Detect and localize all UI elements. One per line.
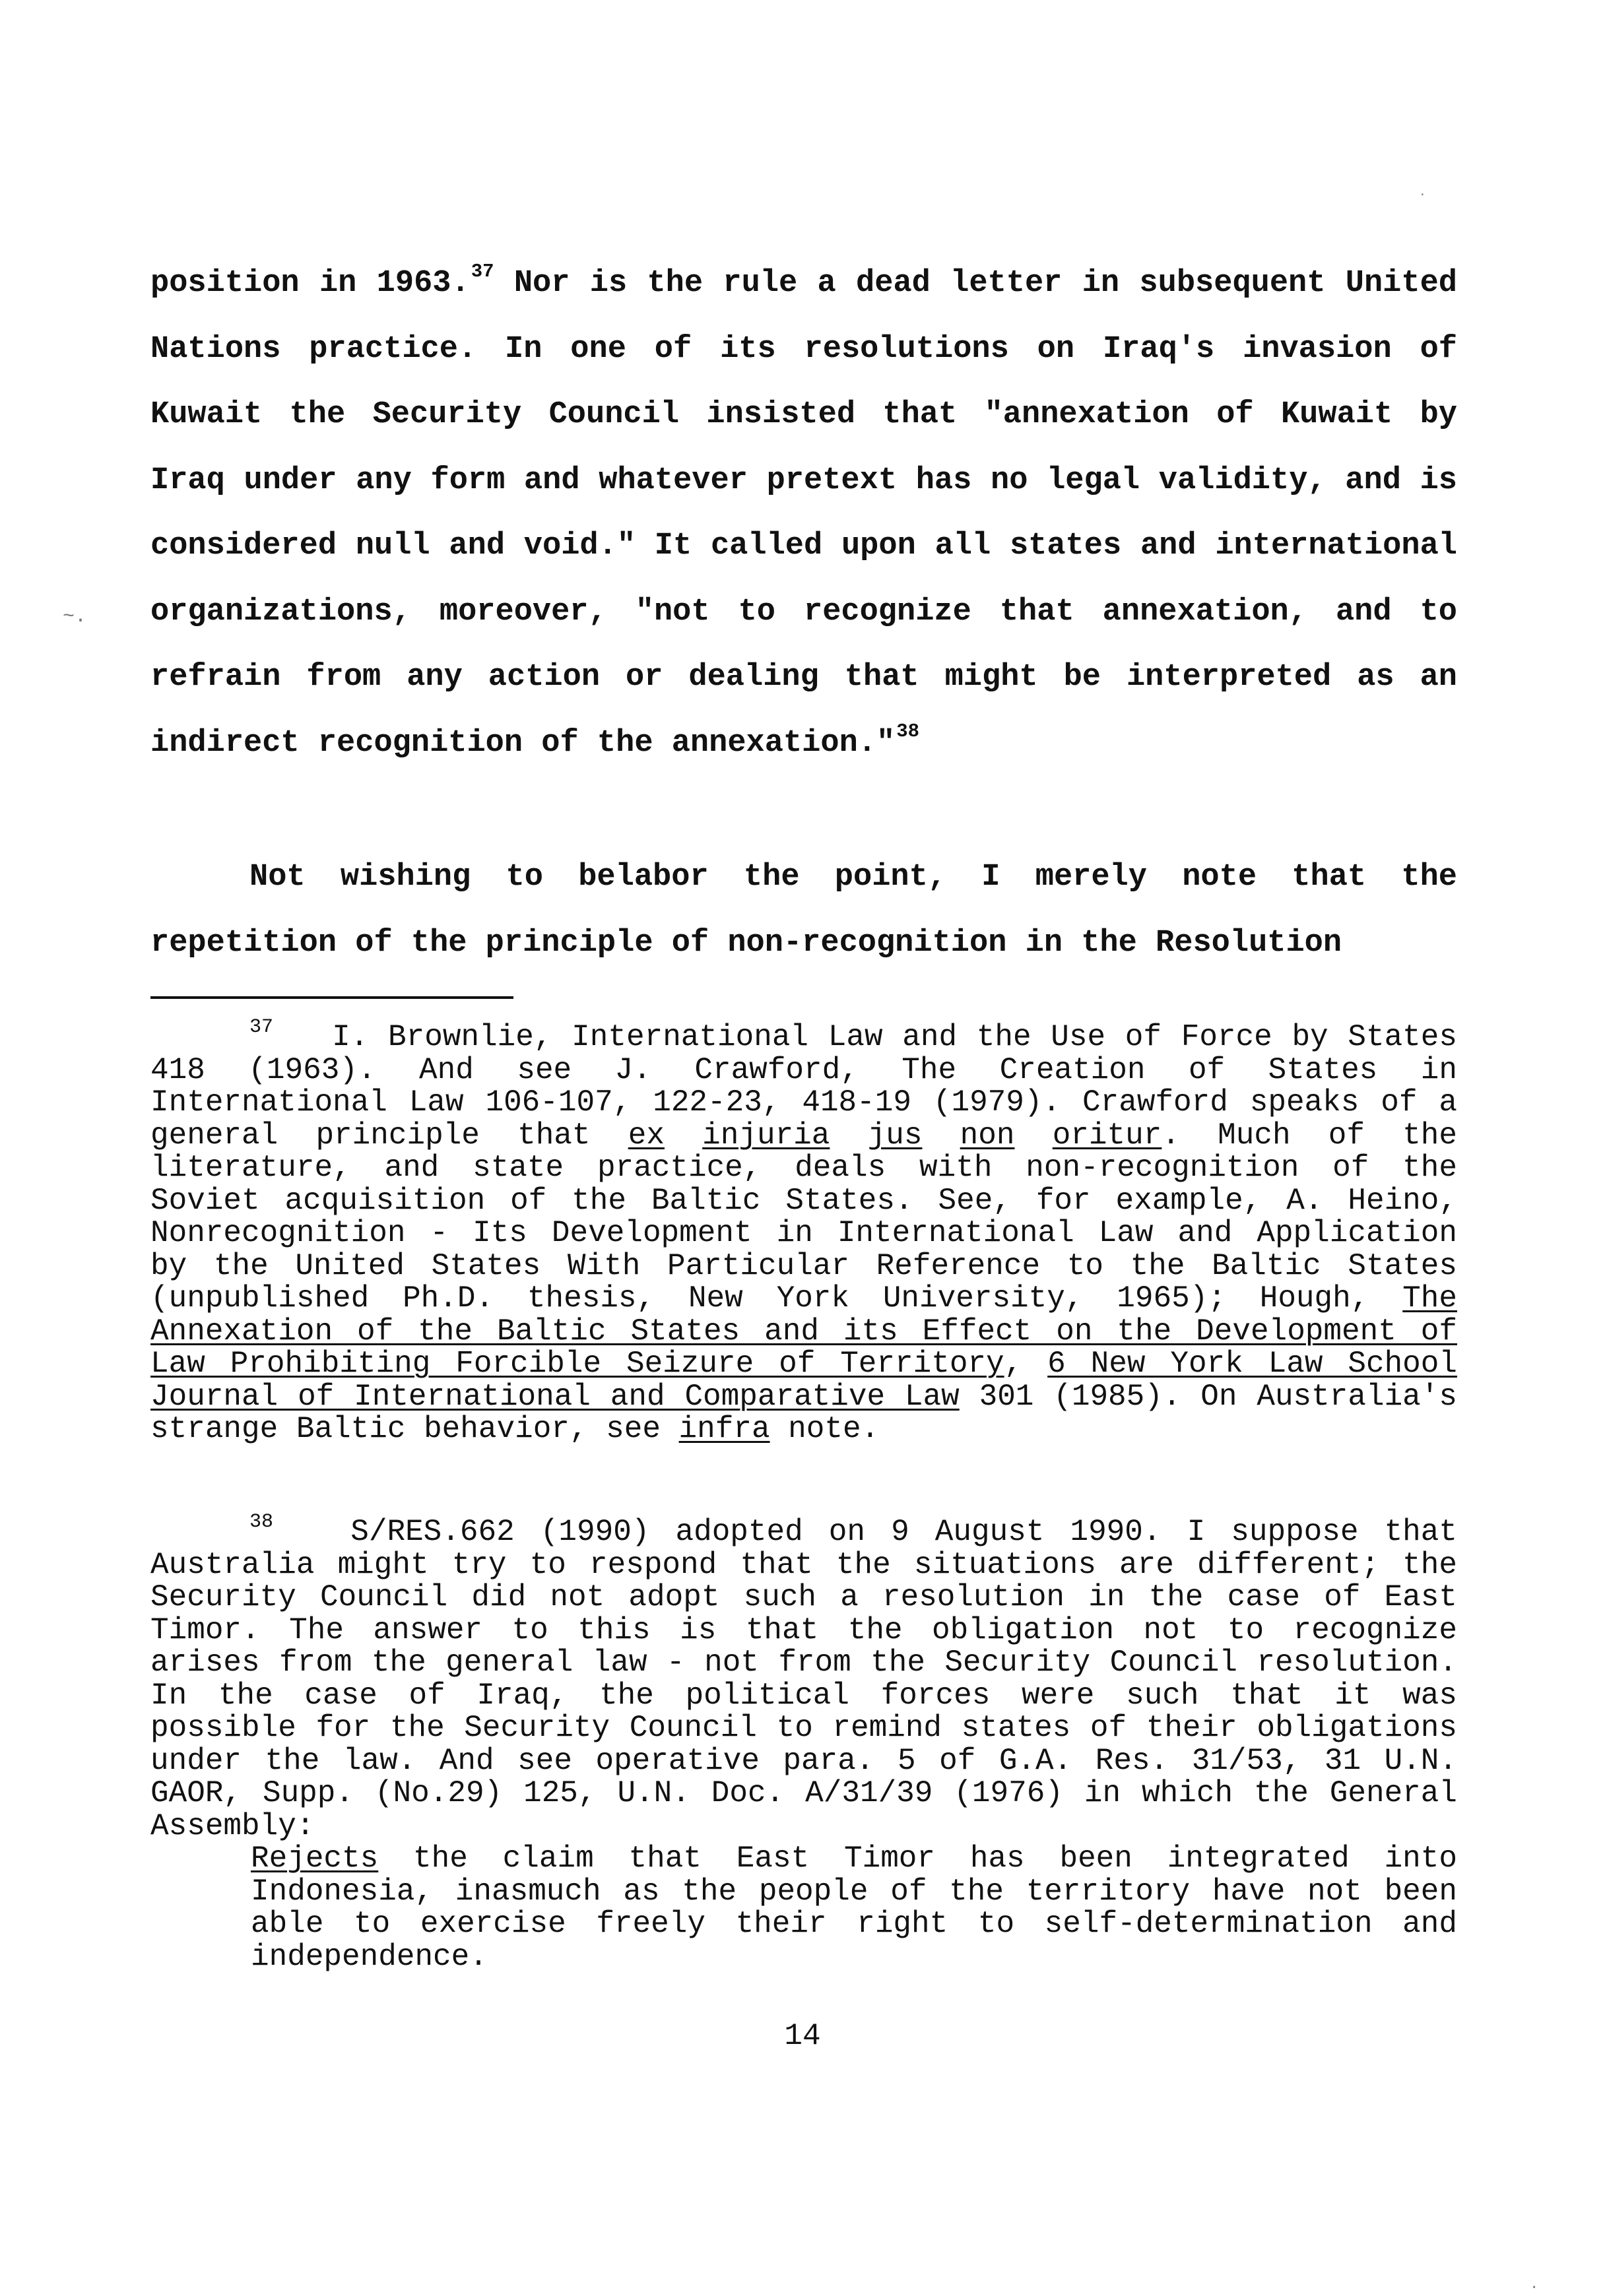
quotation-lead-word: Rejects <box>251 1841 379 1876</box>
footnote-text: . Much of the literature, and state practice, deals with non-recognition of the Soviet acquisition of the Baltic States. See, for example, A. Heino, Nonrecognition - Its Development in International Law and Application by the United States With Particular Reference to the Baltic States (unpublished Ph.D. thesis, New York University, 1965); Hough, <box>150 1118 1458 1316</box>
scan-artifact-dot: . <box>1419 186 1426 199</box>
footnote-number: 38 <box>249 1511 274 1533</box>
footnote-text: I. Brownlie, International Law and the Use of Force by States 418 (1963). And see J. Crawford, The Creation of States in International Law 106-107, 122-23, 418-19 (1979). Crawford speaks of a general principle that <box>150 1020 1457 1153</box>
body-paragraph-1 <box>150 251 1457 776</box>
footnote-38 <box>150 1511 1457 1974</box>
footnote-separator-rule <box>150 996 513 999</box>
latin-phrase: non <box>960 1118 1015 1153</box>
footnote-text: , <box>1004 1347 1048 1381</box>
body-text-segment: position in 1963. <box>150 266 470 301</box>
footnote-number: 37 <box>249 1016 274 1038</box>
infra-reference: infra <box>678 1412 770 1446</box>
quotation-text: the claim that East Timor has been integrated into Indonesia, inasmuch as the people of the territory have not been able to exercise freely their right to self-determination and independence. <box>251 1841 1457 1974</box>
block-quotation <box>251 1843 1457 1973</box>
footnote-reference-38: 38 <box>896 720 919 742</box>
latin-phrase: oritur <box>1052 1118 1162 1153</box>
journal-title: 6 New York Law School Journal of International and Comparative Law <box>150 1347 1457 1414</box>
footnote-text: note. <box>770 1412 880 1446</box>
footnote-37 <box>150 1016 1458 1446</box>
latin-phrase: jus <box>867 1118 923 1153</box>
footnote-text: 301 (1985). On Australia's strange Baltic behavior, see <box>150 1379 1457 1446</box>
body-paragraph-2: Not wishing to belabor the point, I merely note that the repetition of the principle of non-recognition in the Resolution <box>150 860 1457 961</box>
latin-phrase: injuria <box>702 1118 830 1153</box>
page-number: 14 <box>784 2019 821 2053</box>
footnote-text: S/RES.662 (1990) adopted on 9 August 1990. I suppose that Australia might try to respond that the situations are different; the Security Council did not adopt such a resolution in the case of East Timor. The answer to this is that the obligation not to recognize arises from the general law - not from the Security Council resolution. In the case of Iraq, the political forces were such that it was possible for the Security Council to remind states of their obligations under the law. And see operative para. 5 of G.A. Res. 31/53, 31 U.N. GAOR, Supp. (No.29) 125, U.N. Doc. A/31/39 (1976) in which the General Assembly: <box>150 1515 1457 1843</box>
body-text-segment: Nor is the rule a dead letter in subsequent United Nations practice. In one of its resolutions on Iraq's invasion of Kuwait the Security Council insisted that "annexation of Kuwait by Iraq under any form and whatever pretext has no legal validity, and is considered null and void." It called upon all states and international organizations, moreover, "not to recognize that annexation, and to refrain from any action or dealing that might be interpreted as an indirect recognition of the annexation." <box>150 266 1458 761</box>
scan-artifact-mark: ~. <box>63 606 87 628</box>
footnote-reference-37: 37 <box>471 261 494 282</box>
latin-phrase: ex <box>628 1118 665 1153</box>
scan-artifact-dot: . <box>1530 2276 1539 2293</box>
article-title: The Annexation of the Baltic States and its Effect on the Development of Law Prohibiting Forcible Seizure of Territory <box>150 1281 1457 1381</box>
